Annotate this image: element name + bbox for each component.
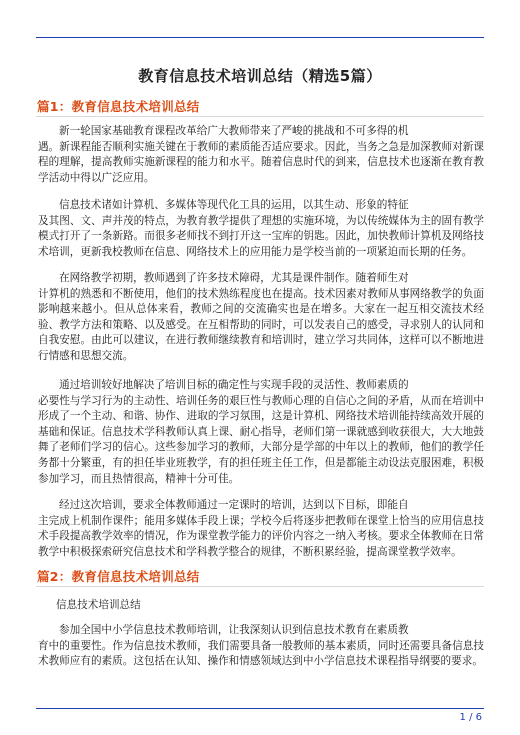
paragraph-1: 新一轮国家基础教育课程改革给广大教师带来了严峻的挑战和不可多得的机 遇。新课程能否顺利实施关键在于教师的素质能否适应要求。因此，当务之急是加深教师对新课程的理解，提高教师实施新课程的能力和水平。随着信息时代的到来，信息技术也逐渐在教育教学活动中得以广泛应用。 bbox=[38, 125, 484, 184]
section-divider-2 bbox=[36, 586, 484, 587]
footer-rule bbox=[36, 708, 484, 709]
section-subtitle: 信息技术培训总结 bbox=[56, 599, 141, 611]
document-title: 教育信息技术培训总结（精选5篇） bbox=[138, 67, 382, 85]
header-rule bbox=[36, 37, 484, 38]
section-heading-2: 篇2：教育信息技术培训总结 bbox=[37, 569, 200, 584]
section-divider-1 bbox=[36, 116, 484, 117]
paragraph-3: 在网络教学初期，教师遇到了许多技术障碍，尤其是课件制作。随着师生对 计算机的熟悉和不断使用，他们的技术熟练程度也在提高。技术因素对教师从事网络教学的负面影响越来越小。但从总体来看，教师之间的交流确实也是在增多。大家在一起互相交流技术经验、教学方法和策略、以及感受。在互相帮助的同时，可以发表自己的感受，寻求别人的认同和自我安慰。由此可以建议，在进行教师继续教育和培训时，建立学习共同体，这样可以不断地进行情感和思想交流。 bbox=[38, 272, 484, 362]
section-heading-1: 篇1：教育信息技术培训总结 bbox=[37, 99, 200, 114]
paragraph-4: 通过培训较好地解决了培训目标的确定性与实现手段的灵活性、教师素质的 必要性与学习行为的主动性、培训任务的艰巨性与教师心理的自信心之间的矛盾，从而在培训中形成了一个主动、和谐、协作、进取的学习氛围，这是计算机、网络技术培训能持续高效开展的基础和保证。信息技术学科教师认真上课、耐心指导，老师们第一课就感到收获很大，大大地鼓舞了老师们学习的信心。这些参加学习的教师，大部分是学部的中年以上的教师，他们的教学任务都十分繁重，有的担任毕业班教学，有的担任班主任工作，但是都能主动设法克服困难，积极参加学习，而且热情很高，精神十分可佳。 bbox=[38, 379, 484, 485]
paragraph-6: 参加全国中小学信息技术教师培训，让我深刻认识到信息技术教育在素质教 育中的重要性。作为信息技术教师，我们需要具备一般教师的基本素质，同时还需要具备信息技术教师应有的素质。这包括在认知、操作和情感领域达到中小学信息技术课程指导纲要的要求。 bbox=[38, 624, 484, 668]
paragraph-2: 信息技术诸如计算机、多媒体等现代化工具的运用，以其生动、形象的特征 及其图、文、声并茂的特点，为教育教学提供了理想的实施环境，为以传统媒体为主的固有教学模式打开了一条新路。而很多老师找不到打开这一宝库的钥匙。因此，加快教师计算机及网络技术培训，更新我校教师在信息、网络技术上的应用能力是学校当前的一项紧迫而长期的任务。 bbox=[38, 199, 484, 258]
paragraph-5: 经过这次培训，要求全体教师通过一定课时的培训，达到以下目标，即能自 主完成上机制作课件；能用多媒体手段上课；学校今后将逐步把教师在课堂上恰当的应用信息技术手段提高教学效率的情况，作为课堂教学能力的评价内容之一纳入考核。要求全体教师在日常教学中积极探索研究信息技术和学科教学整合的规律，不断积累经验，提高课堂教学效率。 bbox=[38, 499, 484, 558]
page-indicator: 1 / 6 bbox=[459, 712, 482, 723]
